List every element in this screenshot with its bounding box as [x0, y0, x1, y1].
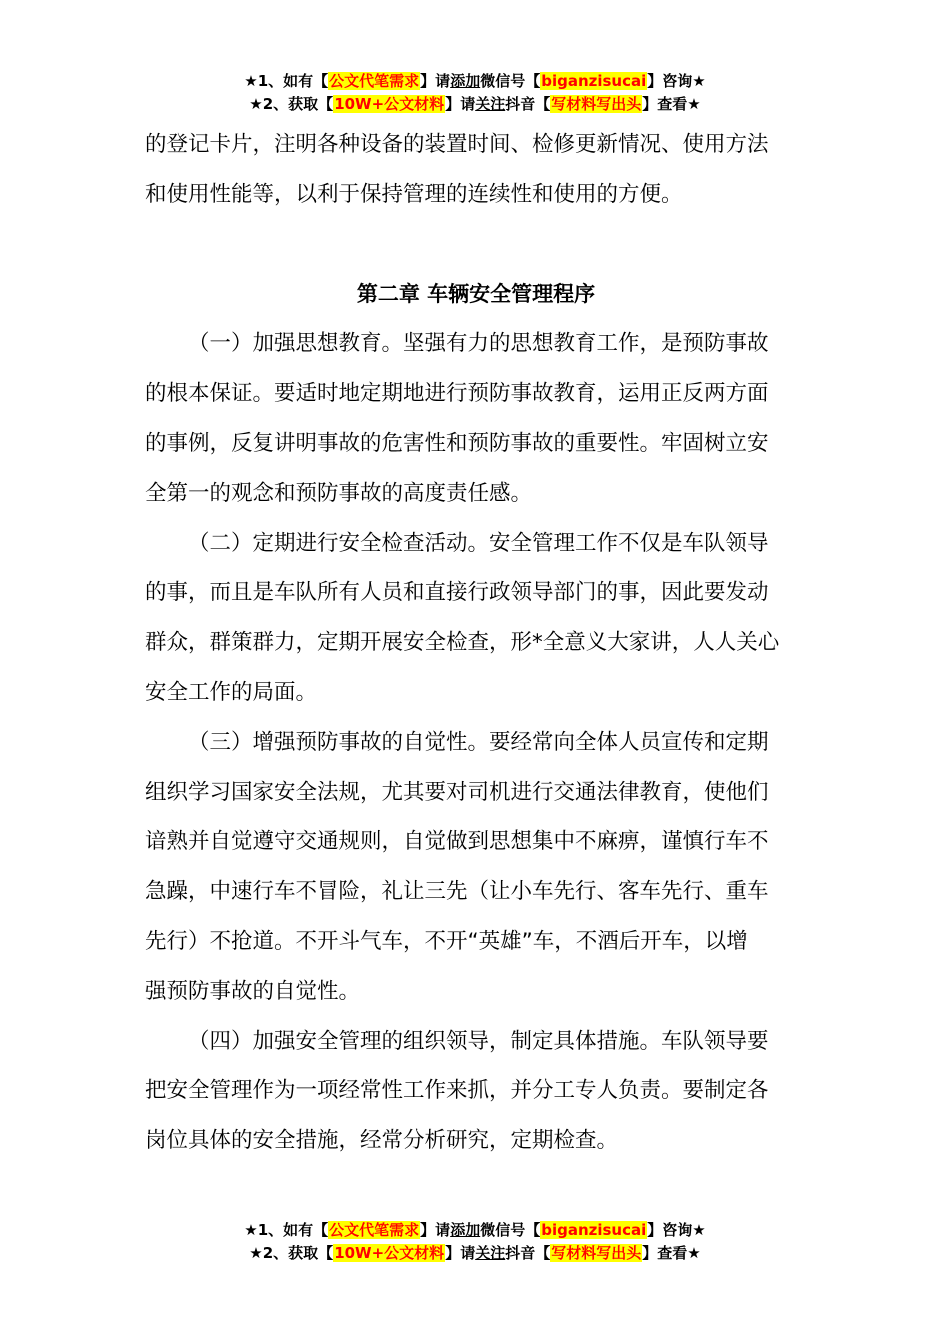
- banner-line-1: [0, 70, 950, 93]
- banner-highlight: 公文代笔需求: [329, 72, 420, 90]
- text-line: 组织学习国家安全法规，尤其要对司机进行交通法律教育，使他们: [145, 779, 769, 805]
- header-banner: [0, 70, 950, 116]
- intro-paragraph: [145, 120, 807, 220]
- banner-text: 】请: [420, 1221, 451, 1239]
- text-line: 强预防事故的自觉性。: [145, 978, 361, 1004]
- banner-highlight: 公文代笔需求: [329, 1221, 420, 1239]
- banner-text: 】查看★: [642, 1244, 701, 1262]
- text-line: 的事，而且是车队所有人员和直接行政领导部门的事，因此要发动: [145, 580, 769, 606]
- banner-text: 】请: [445, 1244, 476, 1262]
- banner-highlight: 写材料写出头: [551, 95, 642, 113]
- text-line: 谙熟并自觉遵守交通规则，自觉做到思想集中不麻痹，谨慎行车不: [145, 829, 769, 855]
- text-line: 把安全管理作为一项经常性工作来抓，并分工专人负责。要制定各: [145, 1078, 769, 1104]
- text-line: （四）加强安全管理的组织领导，制定具体措施。车队领导要: [188, 1028, 769, 1054]
- text-line: 的登记卡片，注明各种设备的装置时间、检修更新情况、使用方法: [145, 132, 769, 157]
- banner-text: ★2、获取【: [249, 95, 334, 113]
- banner-underline: 添加: [450, 72, 481, 90]
- text-line: 的事例，反复讲明事故的危害性和预防事故的重要性。牢固树立安: [145, 430, 769, 456]
- banner-highlight: 10W+公文材料: [334, 95, 445, 113]
- footer-banner: [0, 1219, 950, 1265]
- text-line: 先行）不抢道。不开斗气车，不开“英雄”车，不酒后开车，以增: [145, 928, 748, 954]
- banner-text: 抖音【: [505, 1244, 551, 1262]
- banner-highlight: 10W+公文材料: [334, 1244, 445, 1262]
- banner-text: 】查看★: [642, 95, 701, 113]
- text-line: 和使用性能等，以利于保持管理的连续性和使用的方便。: [145, 181, 683, 207]
- banner-text: 】请: [445, 95, 476, 113]
- banner-underline: 关注: [475, 95, 506, 113]
- banner-line-1: [0, 1219, 950, 1242]
- banner-text: 微信号【: [480, 1221, 541, 1239]
- banner-underline: 关注: [475, 1244, 506, 1262]
- text-line: 岗位具体的安全措施，经常分析研究，定期检查。: [145, 1128, 619, 1154]
- banner-text: ★1、如有【: [244, 72, 329, 90]
- banner-highlight: biganzisucai: [541, 72, 647, 90]
- text-line: 安全工作的局面。: [145, 679, 318, 705]
- banner-text: 】请: [420, 72, 451, 90]
- banner-highlight: 写材料写出头: [551, 1244, 642, 1262]
- paragraph-3: [145, 718, 807, 1017]
- banner-text: ★1、如有【: [244, 1221, 329, 1239]
- paragraph-1: [145, 319, 807, 518]
- text-line: 的根本保证。要适时地定期地进行预防事故教育，运用正反两方面: [145, 381, 769, 407]
- banner-line-2: [0, 93, 950, 116]
- chapter-heading: 第二章 车辆安全管理程序: [356, 281, 596, 306]
- banner-highlight: biganzisucai: [541, 1221, 647, 1239]
- banner-text: 】咨询★: [647, 72, 706, 90]
- text-line: （二）定期进行安全检查活动。安全管理工作不仅是车队领导: [188, 530, 769, 556]
- text-line: 群众，群策群力，定期开展安全检查，形*全意义大家讲，人人关心: [145, 630, 780, 656]
- document-body: [145, 120, 807, 1166]
- text-line: 全第一的观念和预防事故的高度责任感。: [145, 480, 533, 506]
- paragraph-2: [145, 519, 807, 718]
- banner-underline: 添加: [450, 1221, 481, 1239]
- banner-text: 微信号【: [480, 72, 541, 90]
- text-line: （一）加强思想教育。坚强有力的思想教育工作，是预防事故: [188, 331, 769, 357]
- text-line: 急躁，中速行车不冒险，礼让三先（让小车先行、客车先行、重车: [145, 879, 769, 905]
- banner-text: ★2、获取【: [249, 1244, 334, 1262]
- paragraph-4: [145, 1017, 807, 1166]
- banner-line-2: [0, 1242, 950, 1265]
- text-line: （三）增强预防事故的自觉性。要经常向全体人员宣传和定期: [188, 729, 769, 755]
- banner-text: 抖音【: [505, 95, 551, 113]
- banner-text: 】咨询★: [647, 1221, 706, 1239]
